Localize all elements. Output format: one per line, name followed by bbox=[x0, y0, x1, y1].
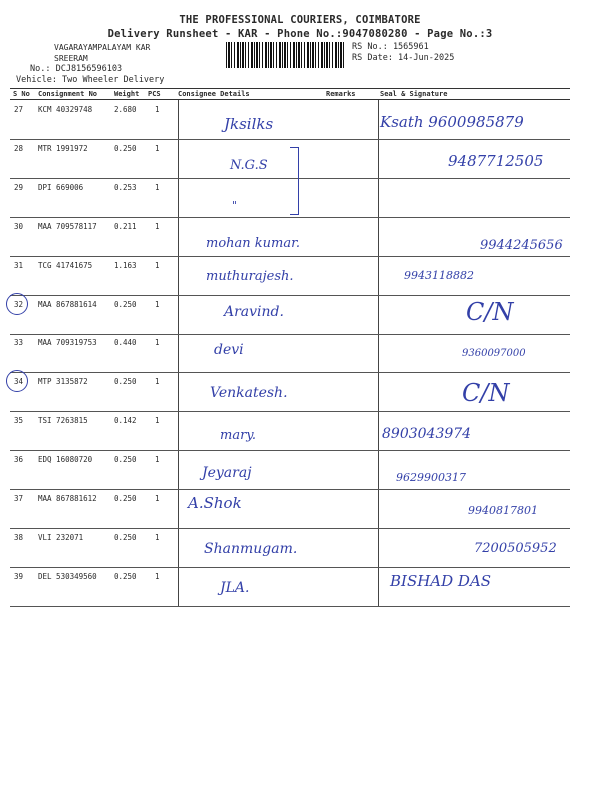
consignment-number: KCM 40329748 bbox=[38, 105, 93, 114]
weight-value: 0.142 bbox=[114, 416, 137, 426]
consignment-number: EDQ 16080720 bbox=[38, 455, 93, 465]
handwritten-signature: BISHAD DAS bbox=[390, 571, 492, 590]
handwritten-signature: 9629900317 bbox=[396, 471, 466, 485]
rs-number: RS No.: 1565961 bbox=[352, 42, 429, 52]
handwritten-consignee: N.G.S bbox=[230, 157, 268, 173]
pieces-count: 1 bbox=[155, 532, 160, 542]
weight-value: 0.250 bbox=[114, 571, 137, 581]
pieces-count: 1 bbox=[155, 143, 160, 153]
serial-number: 28 bbox=[14, 143, 24, 153]
handwritten-consignee: muthurajesh. bbox=[206, 268, 294, 284]
serial-number: 27 bbox=[14, 105, 24, 114]
delivery-person: SREERAM bbox=[54, 54, 88, 63]
col-consignee: Consignee Details bbox=[178, 90, 250, 98]
handwritten-consignee: Aravind. bbox=[224, 303, 284, 320]
handwritten-signature: Ksath 9600985879 bbox=[380, 113, 524, 131]
weight-value: 0.253 bbox=[114, 182, 137, 192]
serial-number: 34 bbox=[14, 377, 24, 387]
handwritten-consignee: Venkatesh. bbox=[210, 385, 288, 402]
consignment-number: DPI 669006 bbox=[38, 182, 84, 192]
handwritten-signature: C/N bbox=[462, 379, 510, 408]
pieces-count: 1 bbox=[155, 377, 160, 387]
header-top-rule bbox=[10, 88, 570, 89]
handwritten-signature: 9944245656 bbox=[480, 237, 563, 253]
pieces-count: 1 bbox=[155, 260, 160, 270]
table-row bbox=[0, 140, 600, 179]
weight-value: 0.250 bbox=[114, 377, 137, 387]
table-row bbox=[0, 490, 600, 529]
pieces-count: 1 bbox=[155, 494, 160, 503]
col-remarks: Remarks bbox=[326, 90, 356, 98]
table-row bbox=[0, 257, 600, 296]
pieces-count: 1 bbox=[155, 105, 160, 114]
handwritten-signature: 9943118882 bbox=[404, 268, 474, 282]
pieces-count: 1 bbox=[155, 221, 160, 231]
serial-number: 38 bbox=[14, 532, 24, 542]
handwritten-signature: 9360097000 bbox=[462, 348, 526, 360]
weight-value: 1.163 bbox=[114, 260, 137, 270]
table-row bbox=[0, 179, 600, 218]
rs-date: RS Date: 14-Jun-2025 bbox=[352, 53, 455, 63]
col-seal: Seal & Signature bbox=[380, 90, 448, 98]
handwritten-signature: 7200505952 bbox=[474, 540, 557, 556]
handwritten-circle-mark bbox=[6, 293, 28, 315]
col-weight: Weight bbox=[114, 90, 140, 98]
table-row bbox=[0, 296, 600, 335]
weight-value: 0.250 bbox=[114, 494, 137, 503]
handwritten-consignee: JLA. bbox=[220, 579, 250, 596]
serial-number: 32 bbox=[14, 299, 24, 309]
col-consignment: Consignment No bbox=[38, 90, 98, 98]
handwritten-consignee: Shanmugam. bbox=[204, 540, 298, 557]
document-title: THE PROFESSIONAL COURIERS, COIMBATORE bbox=[179, 14, 421, 26]
weight-value: 0.250 bbox=[114, 532, 137, 542]
table-row bbox=[0, 568, 600, 607]
consignment-number: MTP 3135872 bbox=[38, 377, 88, 387]
handwritten-signature: C/N bbox=[466, 297, 514, 326]
consignment-number: MAA 709319753 bbox=[38, 338, 97, 348]
pieces-count: 1 bbox=[155, 299, 160, 309]
pieces-count: 1 bbox=[155, 455, 160, 465]
serial-number: 37 bbox=[14, 494, 24, 503]
serial-number: 36 bbox=[14, 455, 24, 465]
handwritten-consignee: Jksilks bbox=[224, 115, 274, 133]
handwritten-consignee: devi bbox=[214, 342, 244, 359]
weight-value: 0.440 bbox=[114, 338, 137, 348]
handwritten-consignee: A.Shok bbox=[188, 494, 242, 512]
pieces-count: 1 bbox=[155, 182, 160, 192]
consignment-number: VLI 232071 bbox=[38, 532, 84, 542]
pieces-count: 1 bbox=[155, 416, 160, 426]
table-row bbox=[0, 101, 600, 140]
consignment-number: TCG 41741675 bbox=[38, 260, 93, 270]
serial-number: 35 bbox=[14, 416, 24, 426]
consignment-number: MAA 709578117 bbox=[38, 221, 97, 231]
handwritten-consignee: Jeyaraj bbox=[202, 465, 252, 482]
weight-value: 2.680 bbox=[114, 105, 137, 114]
header-bottom-rule bbox=[10, 99, 570, 100]
table-row bbox=[0, 451, 600, 490]
table-row bbox=[0, 412, 600, 451]
consignment-number: MTR 1991972 bbox=[38, 143, 88, 153]
document-subtitle: Delivery Runsheet - KAR - Phone No.:9047080280 - Page No.:3 bbox=[107, 28, 493, 40]
dc-number: No.: DCJ8156596103 bbox=[30, 64, 123, 74]
handwritten-signature: 9940817801 bbox=[468, 504, 538, 517]
pieces-count: 1 bbox=[155, 571, 160, 581]
handwritten-signature: 9487712505 bbox=[448, 151, 544, 170]
serial-number: 31 bbox=[14, 260, 24, 270]
serial-number: 30 bbox=[14, 221, 24, 231]
pieces-count: 1 bbox=[155, 338, 160, 348]
handwritten-consignee: mary. bbox=[220, 428, 257, 444]
table-row bbox=[0, 529, 600, 568]
handwritten-signature: 8903043974 bbox=[382, 426, 472, 443]
consignment-number: DEL 530349560 bbox=[38, 571, 97, 581]
handwritten-circle-mark bbox=[6, 370, 28, 392]
weight-value: 0.250 bbox=[114, 299, 137, 309]
barcode bbox=[226, 42, 344, 68]
weight-value: 0.211 bbox=[114, 221, 137, 231]
row-divider bbox=[10, 606, 570, 607]
serial-number: 33 bbox=[14, 338, 24, 348]
consignment-number: TSI 7263815 bbox=[38, 416, 88, 426]
weight-value: 0.250 bbox=[114, 455, 137, 465]
branch-name: VAGARAYAMPALAYAM KAR bbox=[54, 43, 151, 52]
consignment-number: MAA 867881614 bbox=[38, 299, 97, 309]
handwritten-consignee: mohan kumar. bbox=[206, 235, 301, 251]
table-row bbox=[0, 218, 600, 257]
serial-number: 39 bbox=[14, 571, 24, 581]
table-row bbox=[0, 373, 600, 412]
col-pcs: PCS bbox=[148, 90, 161, 98]
vehicle-type: Vehicle: Two Wheeler Delivery bbox=[16, 75, 165, 85]
weight-value: 0.250 bbox=[114, 143, 137, 153]
table-row bbox=[0, 334, 600, 373]
handwritten-consignee: " bbox=[232, 198, 238, 212]
serial-number: 29 bbox=[14, 182, 24, 192]
consignment-number: MAA 867881612 bbox=[38, 494, 97, 503]
col-sno: S No bbox=[13, 90, 30, 98]
handwritten-bracket bbox=[290, 147, 299, 215]
